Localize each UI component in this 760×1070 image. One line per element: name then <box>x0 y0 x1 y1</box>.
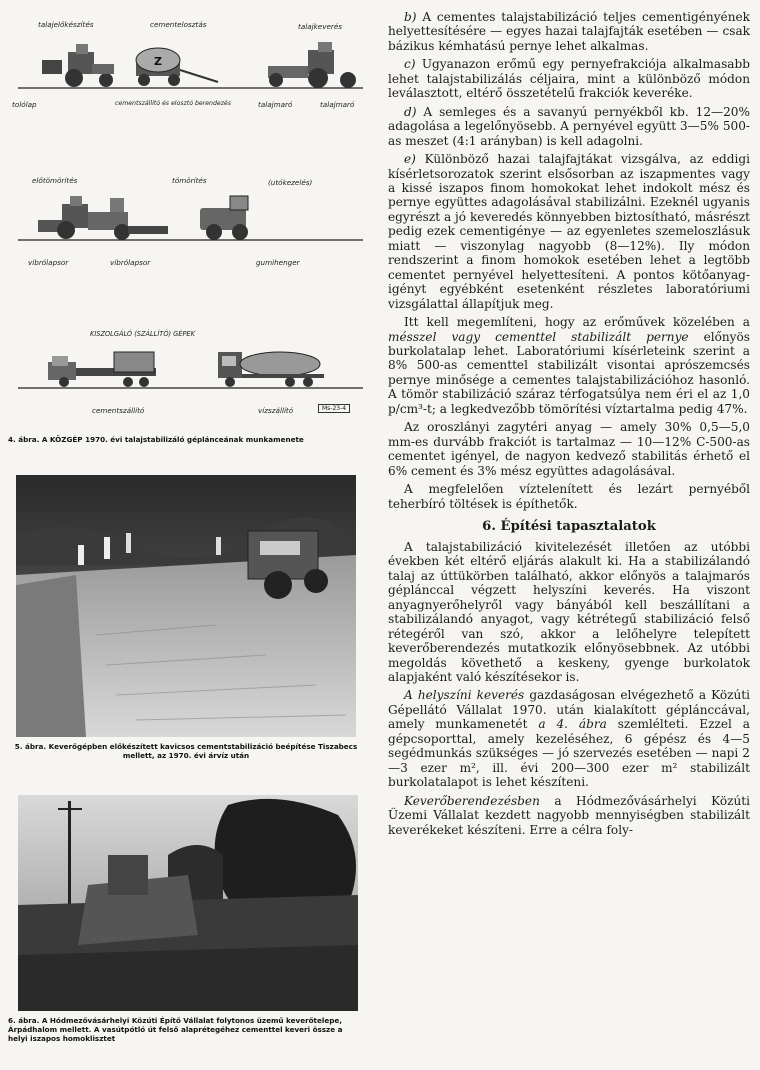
row1-machines-drawing <box>18 36 363 96</box>
item-label-b: b) <box>404 10 417 24</box>
paragraph-helyszini-emphasis: A helyszíni keverés <box>404 688 525 703</box>
paragraph-itt-part1: Itt kell megemlíteni, hogy az erőművek közelében a <box>404 315 750 330</box>
label-tololap: tolólap <box>12 100 37 109</box>
left-column <box>0 0 372 1070</box>
paragraph-helyszini-part1: gazdaságosan elvégezhető a Közúti Gépellátó Vállalat 1970. után kialakított géplánccával, amely munkamenetét <box>388 688 750 732</box>
item-label-d: d) <box>404 104 417 119</box>
item-label-e: e) <box>404 152 416 167</box>
label-vibrolapsor-2: vibrólapsor <box>110 258 151 267</box>
svg-text:Z: Z <box>154 55 162 68</box>
paragraph-e-text: Különböző hazai talajfajtákat vizsgálva, az eddigi kísérletsorozatok szerint elsősorban az iszapmentes vagy a kissé iszapos finom homokokat lehet indokolt mész és pernye együttes adagolásával stabilizálni. Ezeknél ugyanis egyrészt a jó keveredés könnyebben biztosítható, másrészt pedig ezek cementigénye — az egyenletes szemeloszlásuk miatt — viszonylag nagyobb (8—12%). Ily módon rendszerint a finom homokok esetében lehet a legtöbb cementet pernyével helyettesíteni. A pontos kötőanyag-igényt egyébként esetenként részletes laboratóriumi vizsgálattal állapítjuk meg. <box>388 152 750 311</box>
figure-6-caption: 6. ábra. A Hódmezővásárhelyi Közúti Építő Vállalat folytonos üzemű keverőtelepe, Árpádhalom mellett. A vasútpótló út felső alaprétegéhez cementtel keveri össze a helyi iszapos homoklisztet <box>8 1016 343 1043</box>
label-utokezeles: (utókezelés) <box>268 178 313 187</box>
paragraph-helyszini <box>388 688 750 789</box>
label-kiszolgalo-gepek: KISZOLGÁLÓ (SZÁLLÍTÓ) GÉPEK <box>90 330 195 338</box>
label-elotomorites: előtömörítés <box>32 176 78 185</box>
figure-reference: a 4. ábra <box>538 717 607 732</box>
item-label-c: c) <box>404 57 416 72</box>
paragraph-megfelelo: A megfelelően víztelenített és lezárt pernyéből teherbíró töltések is építhetők. <box>388 482 750 511</box>
label-vizszallito: vízszállító <box>258 406 294 415</box>
paragraph-keverobe-emphasis: Keverőberendezésben <box>404 793 540 808</box>
figure-4-caption: 4. ábra. A KÖZGÉP 1970. évi talajstabilizáló géplánceának munkamenete <box>8 435 304 444</box>
label-cementszallito: cementszállító <box>92 406 145 415</box>
figure-5-caption: 5. ábra. Keverőgépben előkészített kavicsos cementstabilizáció beépítése Tiszabecs mellett, az 1970. évi árvíz után <box>14 742 358 760</box>
label-talajmaro-1: talajmaró <box>258 100 293 109</box>
label-cementszallito-eloszto: cementszállító és elosztó berendezés <box>115 100 231 107</box>
paragraph-itt <box>388 315 750 416</box>
paragraph-c-text: Ugyanazon erőmű egy pernyefrakciója alkalmasabb lehet talajstabilizálás céljaira, mint a különböző módon leválasztott, eltérő összetételű frakciók keveréke. <box>388 57 750 101</box>
section-heading: 6. Építési tapasztalatok <box>482 518 656 534</box>
row2-machines-drawing <box>18 192 363 250</box>
label-tomorites: tömörítés <box>172 176 207 185</box>
right-column <box>388 10 750 841</box>
paragraph-b-text: A cementes talajstabilizáció teljes cementigényének helyettesítésére — egyes hazai talajfajták esetében — csak bázikus kémhatású pernye lehet alkalmas. <box>388 10 750 53</box>
paragraph-keverobe <box>388 794 750 837</box>
row3-trucks-drawing <box>18 346 363 396</box>
label-talajelokeszites: talajelőkészítés <box>38 20 94 29</box>
paragraph-d-text: A semleges és a savanyú pernyékből kb. 12—20% adagolása a legelőnyösebb. A pernyével együtt 3—5% 500-as meszet (4:1 arányban) is kell adagolni. <box>388 104 750 148</box>
paragraph-e <box>388 152 750 311</box>
paragraph-helyszini-part2: szemlélteti. Ezzel a gépcsoporttal, amely kezeléséhez, 6 gépész és 4—5 segédmunkás szükséges — jó szervezés esetében — napi 2—3 ezer m², ill. évi 200—300 ezer m² stabilizált burkolatalapot is lehet készíteni. <box>388 717 750 790</box>
label-vibrolapsor-1: vibrólapsor <box>28 258 69 267</box>
paragraph-c <box>388 57 750 100</box>
paragraph-itt-part2: előnyös burkolatalap lehet. Laboratóriumi kísérleteink szerint a 8% 500-as cementtel stabilizált visontai aprószemcsés pernye minősége a cementes talajstabilizációhoz hasonló. A tömör stabilizáció száraz térfogatsúlya nem éri el az 1,0 p/cm³-t; a legkedvezőbb tömörítési víztartalma pedig 47%. <box>388 329 750 416</box>
label-gumihenger: gumihenger <box>256 258 300 267</box>
label-talajmaro-2: talajmaró <box>320 100 355 109</box>
figure-stamp: Ms-23-4 <box>318 404 350 413</box>
paragraph-keverobe-text: a Hódmezővásárhelyi Közúti Üzemi Vállalat kezdett nagyobb mennyiségben stabilizált keverékeket készíteni. Erre a célra foly- <box>388 793 750 837</box>
figure-6-photo <box>18 795 358 1011</box>
figure-5-photo <box>16 475 356 737</box>
paragraph-itt-emphasis: mésszel vagy cementtel stabilizált pernye <box>388 329 689 344</box>
paragraph-b <box>388 10 750 53</box>
paragraph-kivitelezes: A talajstabilizáció kivitelezését illetően az utóbbi években két eltérő eljárás alakult ki. Ha a stabilizálandó talaj az úttükörben található, akkor előnyös a talajmarós géplánccal végzett helyszíni keverés. Ha viszont anyagnyerőhelyről vagy bányából kell beszállítani a stabilizálandó anyagot, vagy kétrétegű stabilizáció felső rétegéről van szó, akkor a lelőhelyre telepített keverőberendezés mutatkozik előnyösebbnek. Az utóbbi megoldás követhető a keskeny, gyenge burkolatok alapjaként való készítésekor is. <box>388 539 750 685</box>
paragraph-oroszlanyi: Az oroszlányi zagytéri anyag — amely 30% 0,5—5,0 mm-es durvább frakciót is tartalmaz — 10—12% C-500-as cementet igényel, de nagyon kedvező stabilitás érhető el 6% cement és 3% mész együttes adagolásával. <box>388 420 750 478</box>
label-talajkeveres: talajkeverés <box>298 22 343 31</box>
label-cementelosztas: cementelosztás <box>150 20 207 29</box>
paragraph-d <box>388 105 750 148</box>
